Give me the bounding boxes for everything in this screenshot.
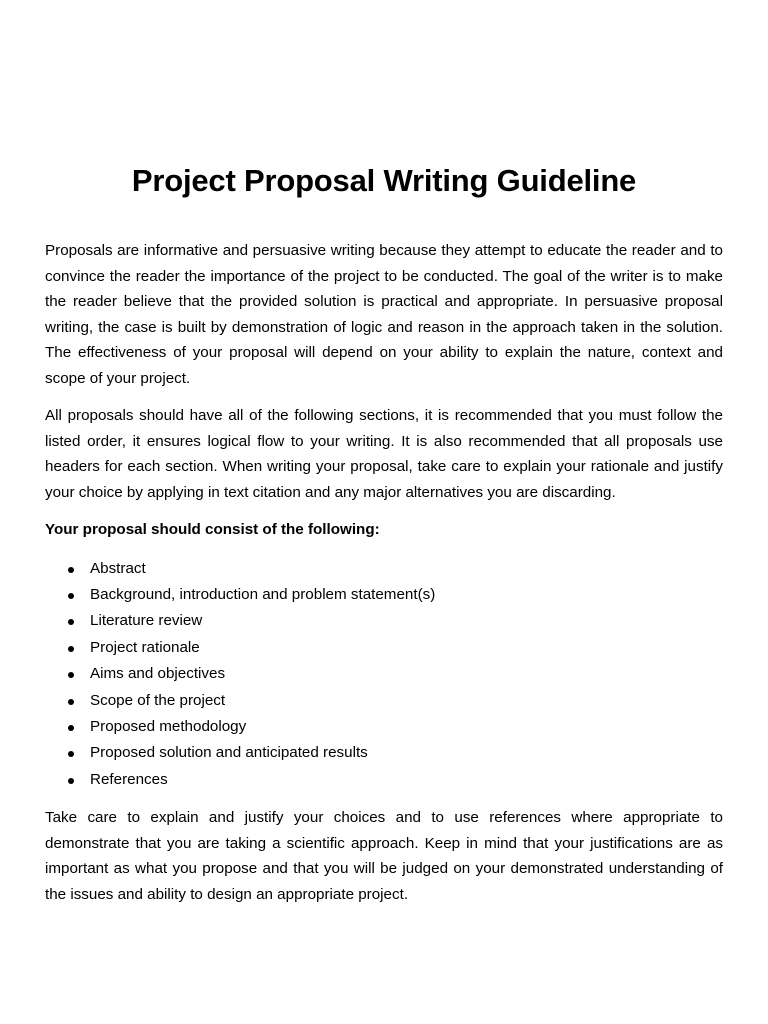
- list-item: [45, 556, 723, 582]
- closing-paragraph: Take care to explain and justify your choices and to use references where appropriate to demonstrate that you are taking a scientific approach. Keep in mind that your justifications are as important as what you propose and that you will be judged on your demonstrated understanding of the issues and ability to design an appropriate project.: [45, 809, 723, 903]
- list-item-label: References: [90, 770, 168, 788]
- sections-paragraph: All proposals should have all of the following sections, it is recommended that you must follow the listed order, it ensures logical flow to your writing. It is also recommended that all proposals use headers for each section. When writing your proposal, take care to explain your rationale and justify your choice by applying in text citation and any major alternatives you are discarding.: [45, 407, 723, 501]
- bullet-icon: [68, 725, 74, 731]
- list-item-label: Project rationale: [90, 638, 200, 656]
- section-list: [45, 556, 723, 794]
- bullet-icon: [68, 646, 74, 652]
- bullet-icon: [68, 699, 74, 705]
- bullet-icon: [68, 567, 74, 573]
- document-title: Project Proposal Writing Guideline: [131, 162, 637, 198]
- list-item: [45, 582, 723, 608]
- list-item: [45, 714, 723, 740]
- bullet-icon: [68, 778, 74, 784]
- document-body: [45, 238, 723, 907]
- list-item-label: Scope of the project: [90, 691, 226, 709]
- list-item: [45, 740, 723, 766]
- list-item-label: Proposed methodology: [90, 717, 247, 735]
- list-item-label: Literature review: [90, 612, 203, 630]
- bullet-icon: [68, 672, 74, 678]
- list-item-label: Background, introduction and problem statement(s): [90, 585, 436, 603]
- list-item: [45, 608, 723, 634]
- list-item-label: Proposed solution and anticipated results: [90, 744, 368, 762]
- list-item: [45, 688, 723, 714]
- list-item-label: Aims and objectives: [90, 665, 226, 683]
- list-item: [45, 661, 723, 687]
- list-item: [45, 635, 723, 661]
- list-item: [45, 767, 723, 793]
- list-heading: Your proposal should consist of the following:: [45, 521, 380, 538]
- bullet-icon: [68, 619, 74, 625]
- list-item-label: Abstract: [90, 559, 146, 577]
- bullet-icon: [68, 751, 74, 757]
- intro-paragraph: Proposals are informative and persuasive writing because they attempt to educate the reader and to convince the reader the importance of the project to be conducted. The goal of the writer is to make the reader believe that the provided solution is practical and appropriate. In persuasive proposal writing, the case is built by demonstration of logic and reason in the approach taken in the solution. The effectiveness of your proposal will depend on your ability to explain the nature, context and scope of your project.: [45, 242, 723, 387]
- bullet-icon: [68, 593, 74, 599]
